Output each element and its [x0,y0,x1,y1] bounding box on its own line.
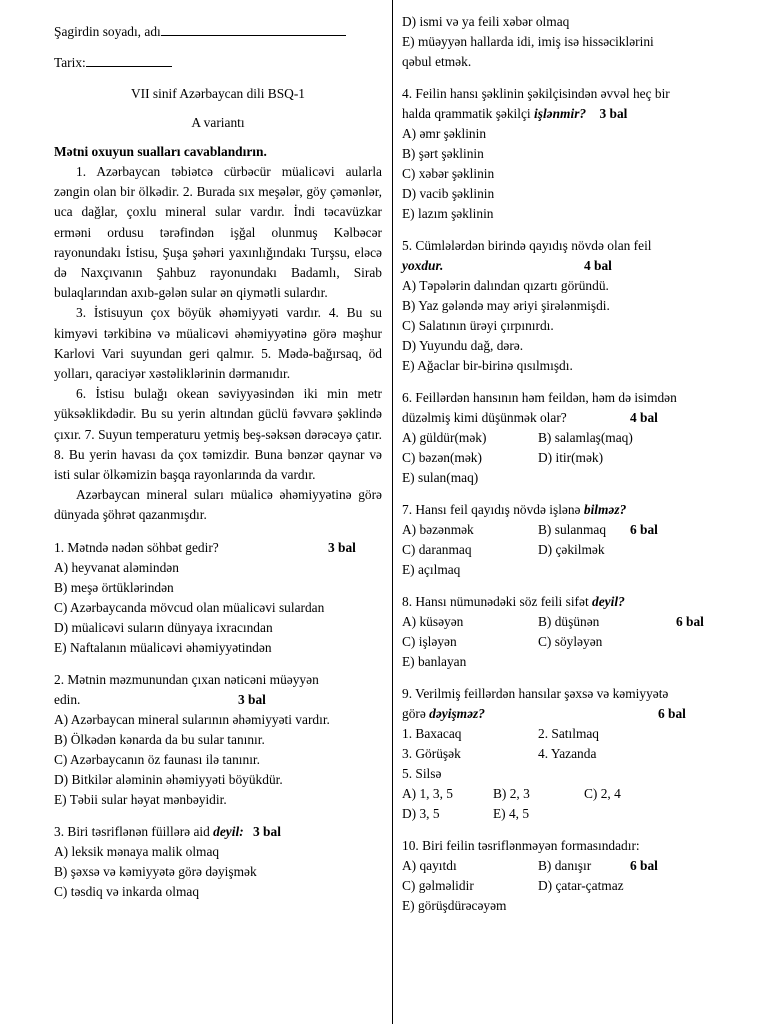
option-row [402,448,722,468]
question-9-text: 9. Verilmiş feillərdən hansılar şəxsə və kəmiyyətə [402,686,669,701]
answer-option[interactable]: A) küsəyən [402,614,464,629]
question-4-score: 3 bal [599,106,628,121]
option-pair [402,612,722,632]
date-field-row [54,53,382,73]
question-9-emphasis: dəyişməz? [429,706,485,721]
option-row [402,652,722,672]
question-6-text-row [402,408,722,428]
answer-option[interactable]: E) sulan(maq) [402,470,479,485]
answer-option[interactable]: D) Yuyundu dağ, dərə. [402,338,524,353]
answer-option[interactable]: E) banlayan [402,654,467,669]
option-row [402,540,722,560]
answer-option[interactable]: B) meşə örtüklərindən [54,579,174,595]
answer-option[interactable]: A) leksik mənaya malik olmaq [54,843,220,859]
passage-paragraph: Azərbaycan mineral suları müalicə əhəmiyyətinə görə dünyada şöhrət qazanmışdır. [54,487,382,523]
question-8-score: 6 bal [676,614,704,629]
question-4-text-cont: halda qrammatik şəkilçi [402,106,531,121]
question-4-emphasis: işlənmir? [534,106,587,121]
answer-option[interactable]: A) əmr şəklinin [402,126,487,141]
answer-option[interactable]: D) ismi və ya feili xəbər olmaq [402,14,570,29]
question-9 [402,684,722,824]
verb-item: 5. Silsə [402,766,442,781]
question-10 [402,836,722,916]
option-pair [402,856,722,876]
answer-option[interactable]: E) müəyyən hallarda idi, imiş isə hissəciklərini [402,34,654,49]
question-8 [402,592,722,672]
name-label: Şagirdin soyadı, adı [54,24,161,39]
question-8-text: 8. Hansı nümunədəki söz feili sifət [402,594,589,609]
page-title: VII sinif Azərbaycan dili BSQ-1 [130,86,306,101]
answer-option-cont: qəbul etmək. [402,54,472,69]
question-6 [402,388,722,488]
reading-passage [54,162,382,526]
option-row [402,520,722,540]
answer-option[interactable]: A) güldür(mək) [402,430,487,445]
answer-option[interactable]: A) qayıtdı [402,858,457,873]
question-3-continued [402,12,722,72]
question-3-text: 3. Biri təsriflənən füillərə aid [54,823,210,839]
option-pair [402,520,722,540]
answer-option[interactable]: D) çatar-çatmaz [538,878,624,893]
question-6-text-cont: düzəlmiş kimi düşünmək olar? [402,410,567,425]
answer-option[interactable]: E) açılmaq [402,562,461,577]
answer-option[interactable]: C) Azərbaycanın öz faunası ilə tanınır. [54,751,260,767]
answer-option[interactable]: C) təsdiq və inkarda olmaq [54,883,200,899]
answer-option[interactable]: B) Yaz gələndə may əriyi şirələnmişdi. [402,298,610,313]
question-1-text: 1. Mətndə nədən söhbət gedir? [54,539,219,555]
answer-option[interactable]: B) sulanmaq [538,522,607,537]
question-7-emphasis: bilməz? [583,502,627,517]
question-1 [54,538,382,658]
question-5-text: 5. Cümlələrdən birində qayıdış növdə olan feil [402,238,652,253]
answer-option[interactable]: E) 4, 5 [493,806,530,821]
question-9-score: 6 bal [658,706,686,721]
date-label: Tarix: [54,55,86,70]
verb-item: 3. Görüşək [402,746,461,761]
answer-option[interactable]: B) Ölkədən kənarda da bu sular tanınır. [54,731,265,747]
answer-option[interactable]: D) 3, 5 [402,806,440,821]
option-row [402,632,722,652]
question-2-text-row [54,690,382,710]
question-3-text-row [54,822,382,842]
item-row [402,744,722,764]
name-field-row [54,22,382,42]
answer-option[interactable]: C) Azərbaycanda mövcud olan müalicəvi sulardan [54,599,325,615]
question-3-emphasis: deyil: [213,823,244,839]
question-5-score: 4 bal [584,258,612,273]
answer-option[interactable]: B) 2, 3 [493,786,530,801]
question-3 [54,822,382,902]
right-column [402,14,722,916]
option-row [402,804,722,824]
question-1-text-row [54,538,382,558]
answer-option[interactable]: D) itir(mək) [538,450,604,465]
option-row [402,428,722,448]
answer-option[interactable]: D) müalicəvi suların dünyaya ixracından [54,619,273,635]
question-4 [402,84,722,224]
verb-item: 4. Yazanda [538,746,597,761]
answer-option[interactable]: D) çəkilmək [538,542,605,557]
answer-option[interactable]: C) 2, 4 [584,786,621,801]
answer-option[interactable]: C) Salatının ürəyi çırpınırdı. [402,318,554,333]
option-row [402,896,722,916]
question-7-score: 6 bal [630,522,658,537]
answer-option[interactable]: E) lazım şəklinin [402,206,494,221]
passage-paragraph: 1. Azərbaycan təbiətcə cürbəcür müalicəvi aularla zəngin olan bir ölkədir. 2. Burada sıx meşələr, göy çəmənlər, uca dağlar, çoxlu mineral sular vardır. İndi təcavüzkar erməni ordusu tərəfindən işğal olunmuş Kəlbəcər rayonundakı İstisu, Şuşa şəhəri yaxınlığındakı Turşsu, eləcə də Naxçıvanın Şahbuz rayonundakı Badamlı, Sirab bulaqlarından axıb-gələn sular ən qiymətli sulardır. [54,164,382,301]
answer-option[interactable]: E) görüşdürəcəyəm [402,898,507,913]
answer-option[interactable]: D) Bitkilər aləminin əhəmiyyəti böyükdür. [54,771,283,787]
question-5-emphasis: yoxdur. [402,258,444,273]
question-2 [54,670,382,810]
instruction: Mətni oxuyun sualları cavablandırın. [54,144,267,159]
option-row [402,612,722,632]
question-1-score: 3 bal [328,539,356,555]
option-row [402,784,722,804]
question-2-text-cont: edin. [54,691,81,707]
answer-option[interactable]: E) Ağaclar bir-birinə qısılmışdı. [402,358,573,373]
option-row [402,468,722,488]
question-5 [402,236,722,376]
question-5-text-row [402,256,722,276]
question-10-text: 10. Biri feilin təsriflənməyən formasındadır: [402,838,640,853]
answer-option[interactable]: C) xəbər şəklinin [402,166,495,181]
answer-option[interactable]: B) şərt şəklinin [402,146,484,161]
answer-option[interactable]: E) Naftalanın müalicəvi əhəmiyyətindən [54,639,272,655]
date-field[interactable] [86,55,172,67]
verb-item: 1. Baxacaq [402,726,462,741]
answer-option[interactable]: B) danışır [538,858,592,873]
answer-option[interactable]: A) heyvanat aləmindən [54,559,179,575]
name-field[interactable] [161,24,346,36]
passage-paragraph: 6. İstisu bulağı okean səviyyəsindən iki min metr yüksəklikdədir. Bu su yerin altından güclü fəvvarə şəklində çıxır. 7. Suyun temperaturu yetmiş beş-səksən dərəcəyə çatır. 8. Bu yerin havası da çox təmizdir. Buna bənzər qaynar və isti sular ölkəmizin başqa rayonlarında da vardır. [54,386,382,483]
question-7-text: 7. Hansı feil qayıdış növdə işlənə [402,502,581,517]
question-7-text-row [402,500,722,520]
answer-option[interactable]: E) Təbii sular həyat mənbəyidir. [54,791,227,807]
question-8-text-row [402,592,722,612]
option-row [402,560,722,580]
answer-option[interactable]: C) gəlməlidir [402,878,474,893]
answer-option[interactable]: A) 1, 3, 5 [402,786,453,801]
question-4-text-row [402,104,722,124]
answer-option[interactable]: B) düşünən [538,614,600,629]
question-2-score: 3 bal [238,691,266,707]
question-3-score: 3 bal [253,823,281,839]
answer-option[interactable]: A) Azərbaycan mineral sularının əhəmiyyəti vardır. [54,711,330,727]
question-8-emphasis: deyil? [592,594,625,609]
question-6-score: 4 bal [630,410,658,425]
column-divider [392,0,393,1024]
question-6-text: 6. Feillərdən hansının həm feildən, həm də isimdən [402,390,677,405]
variant-label: A variantı [191,115,245,130]
question-2-text: 2. Mətnin məzmunundan çıxan nəticəni müəyyən [54,671,319,687]
answer-option[interactable]: B) salamlaş(maq) [538,430,633,445]
option-row [402,856,722,876]
question-10-score: 6 bal [630,858,658,873]
verb-item: 2. Satılmaq [538,726,599,741]
question-7 [402,500,722,580]
left-column [54,22,382,902]
question-9-text-row [402,704,722,724]
passage-paragraph: 3. İstisuyun çox böyük əhəmiyyəti vardır. 4. Bu su kimyəvi tərkibinə və müalicəvi əhəmiyyətinə görə məşhur Karlovi Vari suyundan geri qalmır. 5. Mədə-bağırsaq, öd yolları, qaraciyər xəstəliklərinin dərmanıdır. [54,305,382,382]
answer-option[interactable]: C) söyləyən [538,634,603,649]
answer-option[interactable]: C) işləyən [402,634,457,649]
answer-option[interactable]: C) bəzən(mək) [402,450,482,465]
answer-option[interactable]: B) şəxsə və kəmiyyətə görə dəyişmək [54,863,257,879]
item-row [402,764,722,784]
answer-option[interactable]: A) bəzənmək [402,522,474,537]
question-4-text: 4. Feilin hansı şəklinin şəkilçisindən əvvəl heç bir [402,86,670,101]
item-row [402,724,722,744]
option-row [402,876,722,896]
answer-option[interactable]: D) vacib şəklinin [402,186,495,201]
answer-option[interactable]: C) daranmaq [402,542,472,557]
answer-option[interactable]: A) Təpələrin dalından qızartı göründü. [402,278,609,293]
question-9-text-cont: görə [402,706,426,721]
